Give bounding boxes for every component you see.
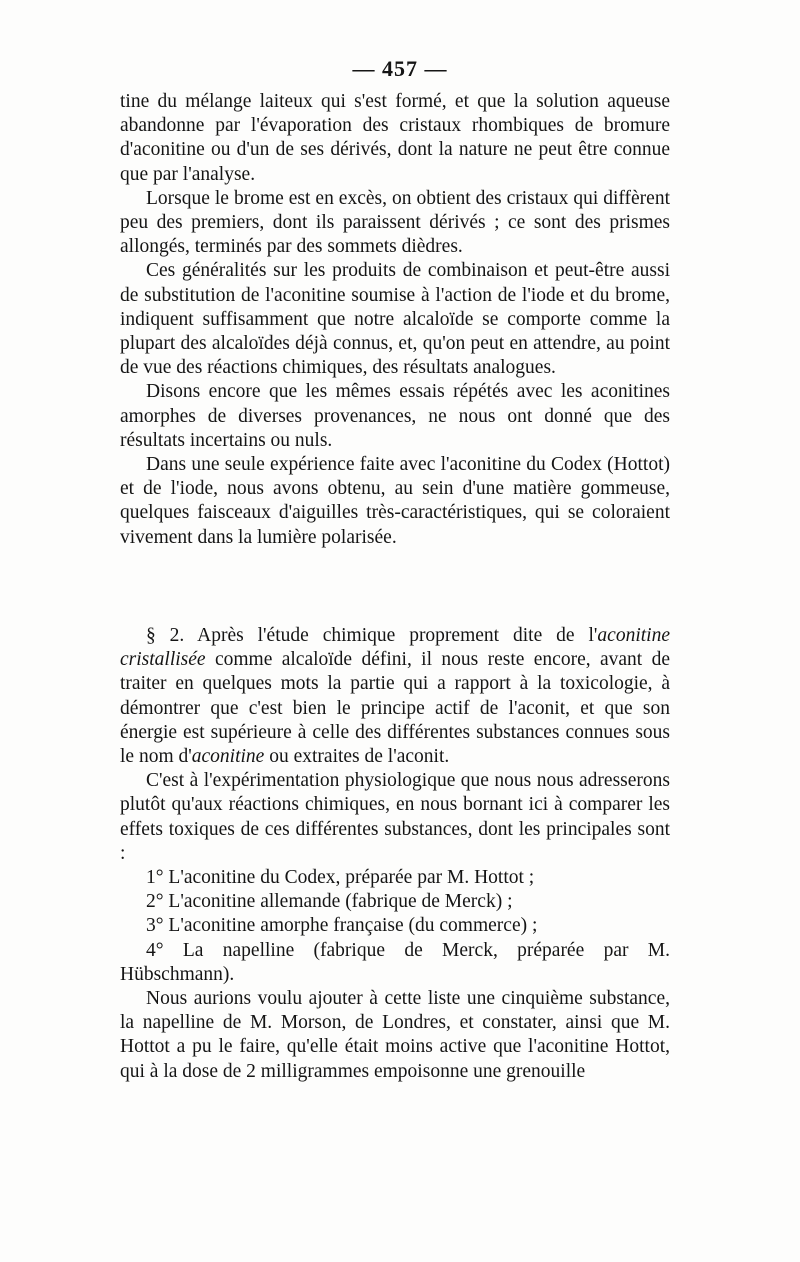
section-lead-italic-2: aconitine (191, 746, 265, 768)
paragraph-experimentation: C'est à l'expérimentation physiologique que nous nous adresserons plutôt qu'aux réactions chimiques, en nous bornant ici à comparer les effets toxiques de ces différentes substances, dont les principales sont : (120, 770, 670, 864)
paragraph-continuation: tine du mélange laiteux qui s'est formé, et que la solution aqueuse abandonne par l'évaporation des cristaux rhombiques de bromure d'aconitine ou d'un de ses dérivés, dont la nature ne peut être connue que par l'analyse. (120, 91, 670, 185)
section-lead-text: § 2. Après l'étude chimique proprement dite de l' (146, 625, 598, 646)
list-item-2: 2° L'aconitine allemande (fabrique de Merck) ; (146, 891, 513, 913)
list-item-4: 4° La napelline (fabrique de Merck, préparée par M. Hübschmann). (120, 939, 670, 985)
section-lead-italic: aconitine cristallisée (120, 625, 670, 671)
list-item-1: 1° L'aconitine du Codex, préparée par M. Hottot ; (146, 867, 535, 889)
section-lead-end: ou extraites de l'aconit. (264, 746, 450, 768)
section-lead-rest: comme alcaloïde défini, il nous reste encore, avant de traiter en quelques mots la partie qui a rapport à la toxicologie, à démontrer que c'est bien le principe actif de l'aconit, et que son énergie est supérieure à celle des différentes substances connues sous le nom d' (120, 649, 670, 768)
text-block-top (120, 90, 670, 550)
paragraph-generalites: Ces généralités sur les produits de combinaison et peut-être aussi de substitution de l'aconitine soumise à l'action de l'iode et du brome, indiquent suffisamment que notre alcaloïde se comporte comme la plupart des alcaloïdes déjà connus, et, qu'on peut en attendre, au point de vue des réactions chimiques, des résultats analogues. (120, 260, 670, 379)
paragraph-brome: Lorsque le brome est en excès, on obtient des cristaux qui diffèrent peu des premiers, dont ils paraissent dérivés ; ce sont des prismes allongés, terminés par des sommets dièdres. (120, 187, 670, 258)
page-number: — 457 — (352, 56, 448, 81)
paragraph-section-2-lead (120, 624, 670, 769)
text-block-section-2 (120, 624, 670, 1084)
paragraph-napelline: Nous aurions voulu ajouter à cette liste une cinquième substance, la napelline de M. Morson, de Londres, et constater, ainsi que M. Hottot a pu le faire, qu'elle était moins active que l'aconitine Hottot, qui à la dose de 2 milligrammes empoisonne une grenouille (120, 988, 670, 1082)
list-item-3: 3° L'aconitine amorphe française (du commerce) ; (146, 915, 538, 937)
paragraph-experience: Dans une seule expérience faite avec l'aconitine du Codex (Hottot) et de l'iode, nous avons obtenu, au sein d'une matière gommeuse, quelques faisceaux d'aiguilles très-caractéristiques, qui se coloraient vivement dans la lumière polarisée. (120, 454, 670, 548)
paragraph-disons: Disons encore que les mêmes essais répétés avec les aconitines amorphes de diverses provenances, ne nous ont donné que des résultats incertains ou nuls. (120, 381, 670, 451)
